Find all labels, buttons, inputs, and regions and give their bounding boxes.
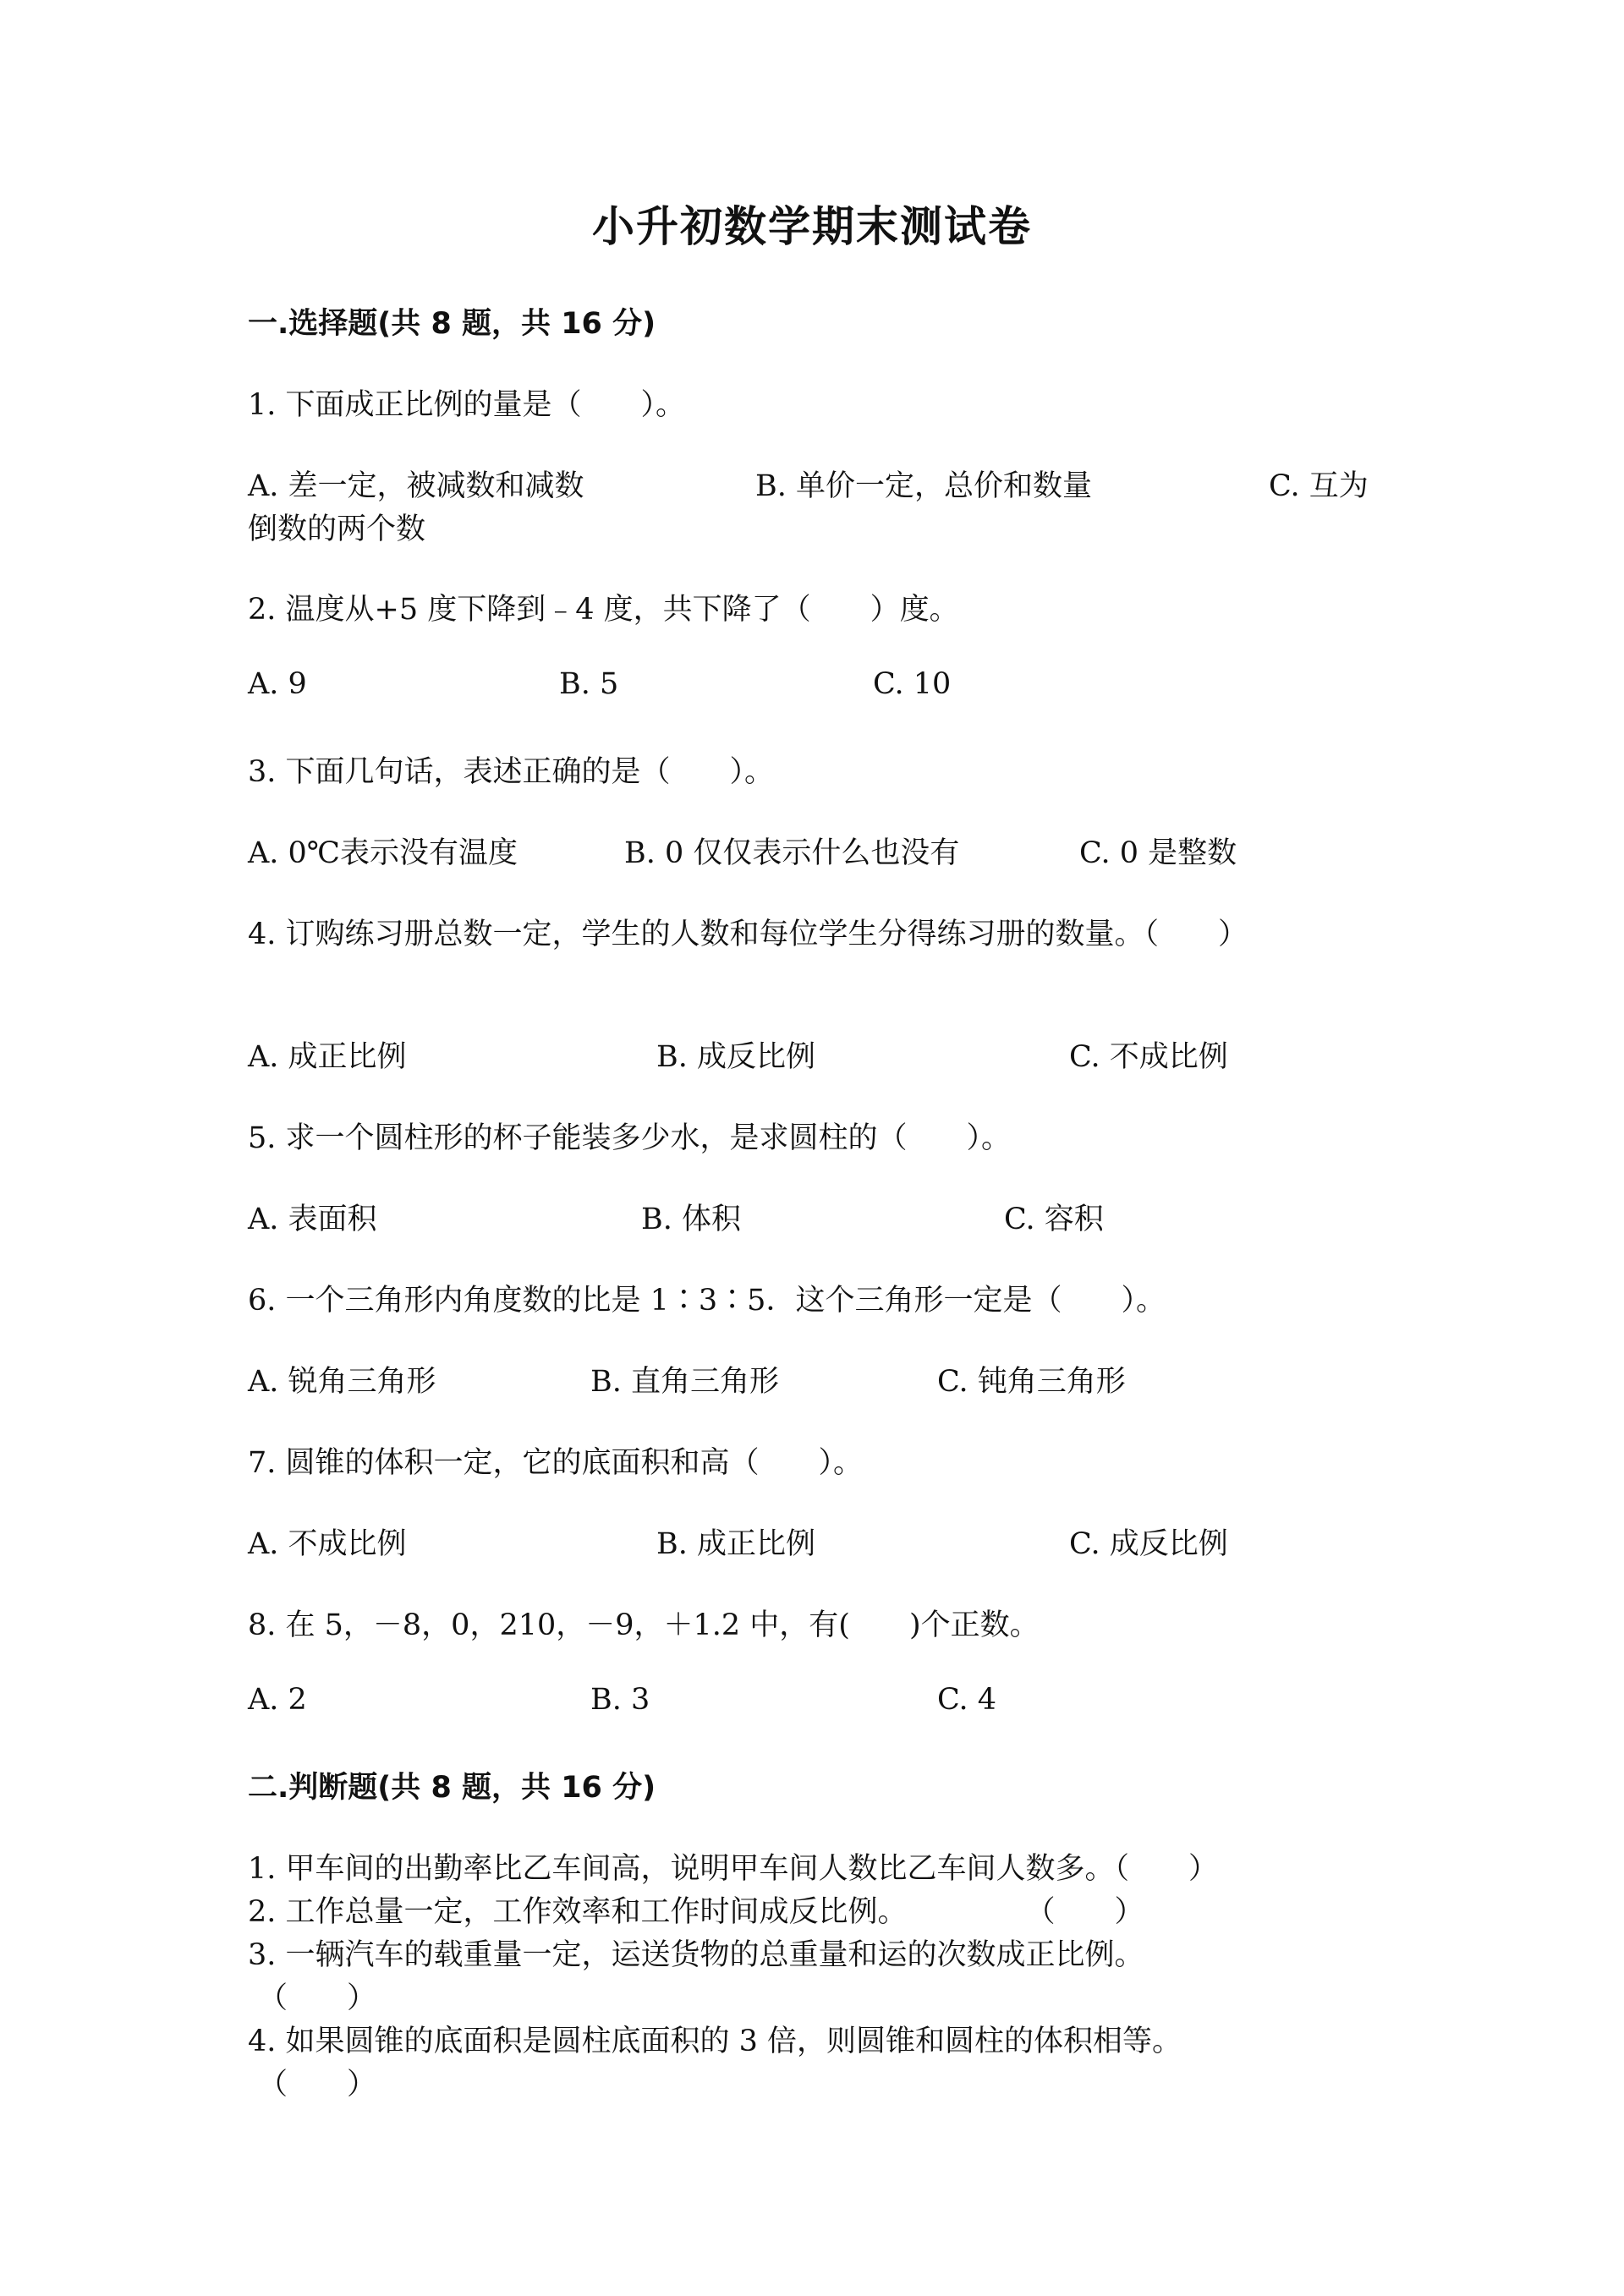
q6-option-b: B. 直角三角形 xyxy=(590,1365,779,1399)
q1-option-b: B. 单价一定，总价和数量 xyxy=(755,469,1092,503)
judgement-4-bracket: （ ） xyxy=(258,2068,377,2101)
q7-option-b: B. 成正比例 xyxy=(656,1527,815,1561)
q1-option-c-continued: 倒数的两个数 xyxy=(248,512,426,546)
question-3: 3. 下面几句话，表述正确的是（ ）。 xyxy=(248,755,775,789)
q8-option-a: A. 2 xyxy=(248,1683,307,1717)
q3-option-a: A. 0℃表示没有温度 xyxy=(248,836,518,870)
judgement-3: 3. 一辆汽车的载重量一定，运送货物的总重量和运的次数成正比例。 xyxy=(248,1938,1144,1972)
q4-option-b: B. 成反比例 xyxy=(656,1040,815,1074)
judgement-3-bracket: （ ） xyxy=(258,1981,377,2015)
question-4: 4. 订购练习册总数一定，学生的人数和每位学生分得练习册的数量。（ ） xyxy=(248,918,1248,951)
q5-option-a: A. 表面积 xyxy=(248,1203,377,1236)
q5-option-c: C. 容积 xyxy=(1004,1203,1104,1236)
q7-option-c: C. 成反比例 xyxy=(1069,1527,1228,1561)
q3-option-c: C. 0 是整数 xyxy=(1079,836,1237,870)
question-2: 2. 温度从+5 度下降到﹣4 度，共下降了（ ）度。 xyxy=(248,593,959,627)
q5-option-b: B. 体积 xyxy=(641,1203,741,1236)
section-heading-judgement: 二.判断题(共 8 题，共 16 分) xyxy=(248,1771,656,1805)
q6-option-c: C. 钝角三角形 xyxy=(937,1365,1126,1399)
question-7: 7. 圆锥的体积一定，它的底面积和高（ ）。 xyxy=(248,1446,864,1480)
q3-option-b: B. 0 仅仅表示什么也没有 xyxy=(624,836,960,870)
q2-option-c: C. 10 xyxy=(873,667,952,701)
question-8: 8. 在 5，－8，0，210，－9，＋1.2 中，有( )个正数。 xyxy=(248,1608,1040,1642)
q2-option-b: B. 5 xyxy=(559,667,619,701)
q7-option-a: A. 不成比例 xyxy=(248,1527,407,1561)
judgement-2: 2. 工作总量一定，工作效率和工作时间成反比例。 （ ） xyxy=(248,1895,1144,1929)
page-title: 小升初数学期末测试卷 xyxy=(592,202,1032,251)
q4-option-c: C. 不成比例 xyxy=(1069,1040,1228,1074)
q4-option-a: A. 成正比例 xyxy=(248,1040,407,1074)
q1-option-c: C. 互为 xyxy=(1269,469,1369,503)
q8-option-c: C. 4 xyxy=(937,1683,997,1717)
question-1: 1. 下面成正比例的量是（ ）。 xyxy=(248,388,686,422)
judgement-4: 4. 如果圆锥的底面积是圆柱底面积的 3 倍，则圆锥和圆柱的体积相等。 xyxy=(248,2025,1182,2058)
question-5: 5. 求一个圆柱形的杯子能装多少水，是求圆柱的（ ）。 xyxy=(248,1121,1012,1155)
judgement-1: 1. 甲车间的出勤率比乙车间高，说明甲车间人数比乙车间人数多。（ ） xyxy=(248,1852,1219,1886)
section-heading-choice: 一.选择题(共 8 题，共 16 分) xyxy=(248,307,656,341)
q1-option-a: A. 差一定，被减数和减数 xyxy=(248,469,584,503)
q8-option-b: B. 3 xyxy=(590,1683,650,1717)
q6-option-a: A. 锐角三角形 xyxy=(248,1365,436,1399)
question-6: 6. 一个三角形内角度数的比是 1∶3∶5．这个三角形一定是（ ）。 xyxy=(248,1284,1166,1318)
q2-option-a: A. 9 xyxy=(248,667,307,701)
